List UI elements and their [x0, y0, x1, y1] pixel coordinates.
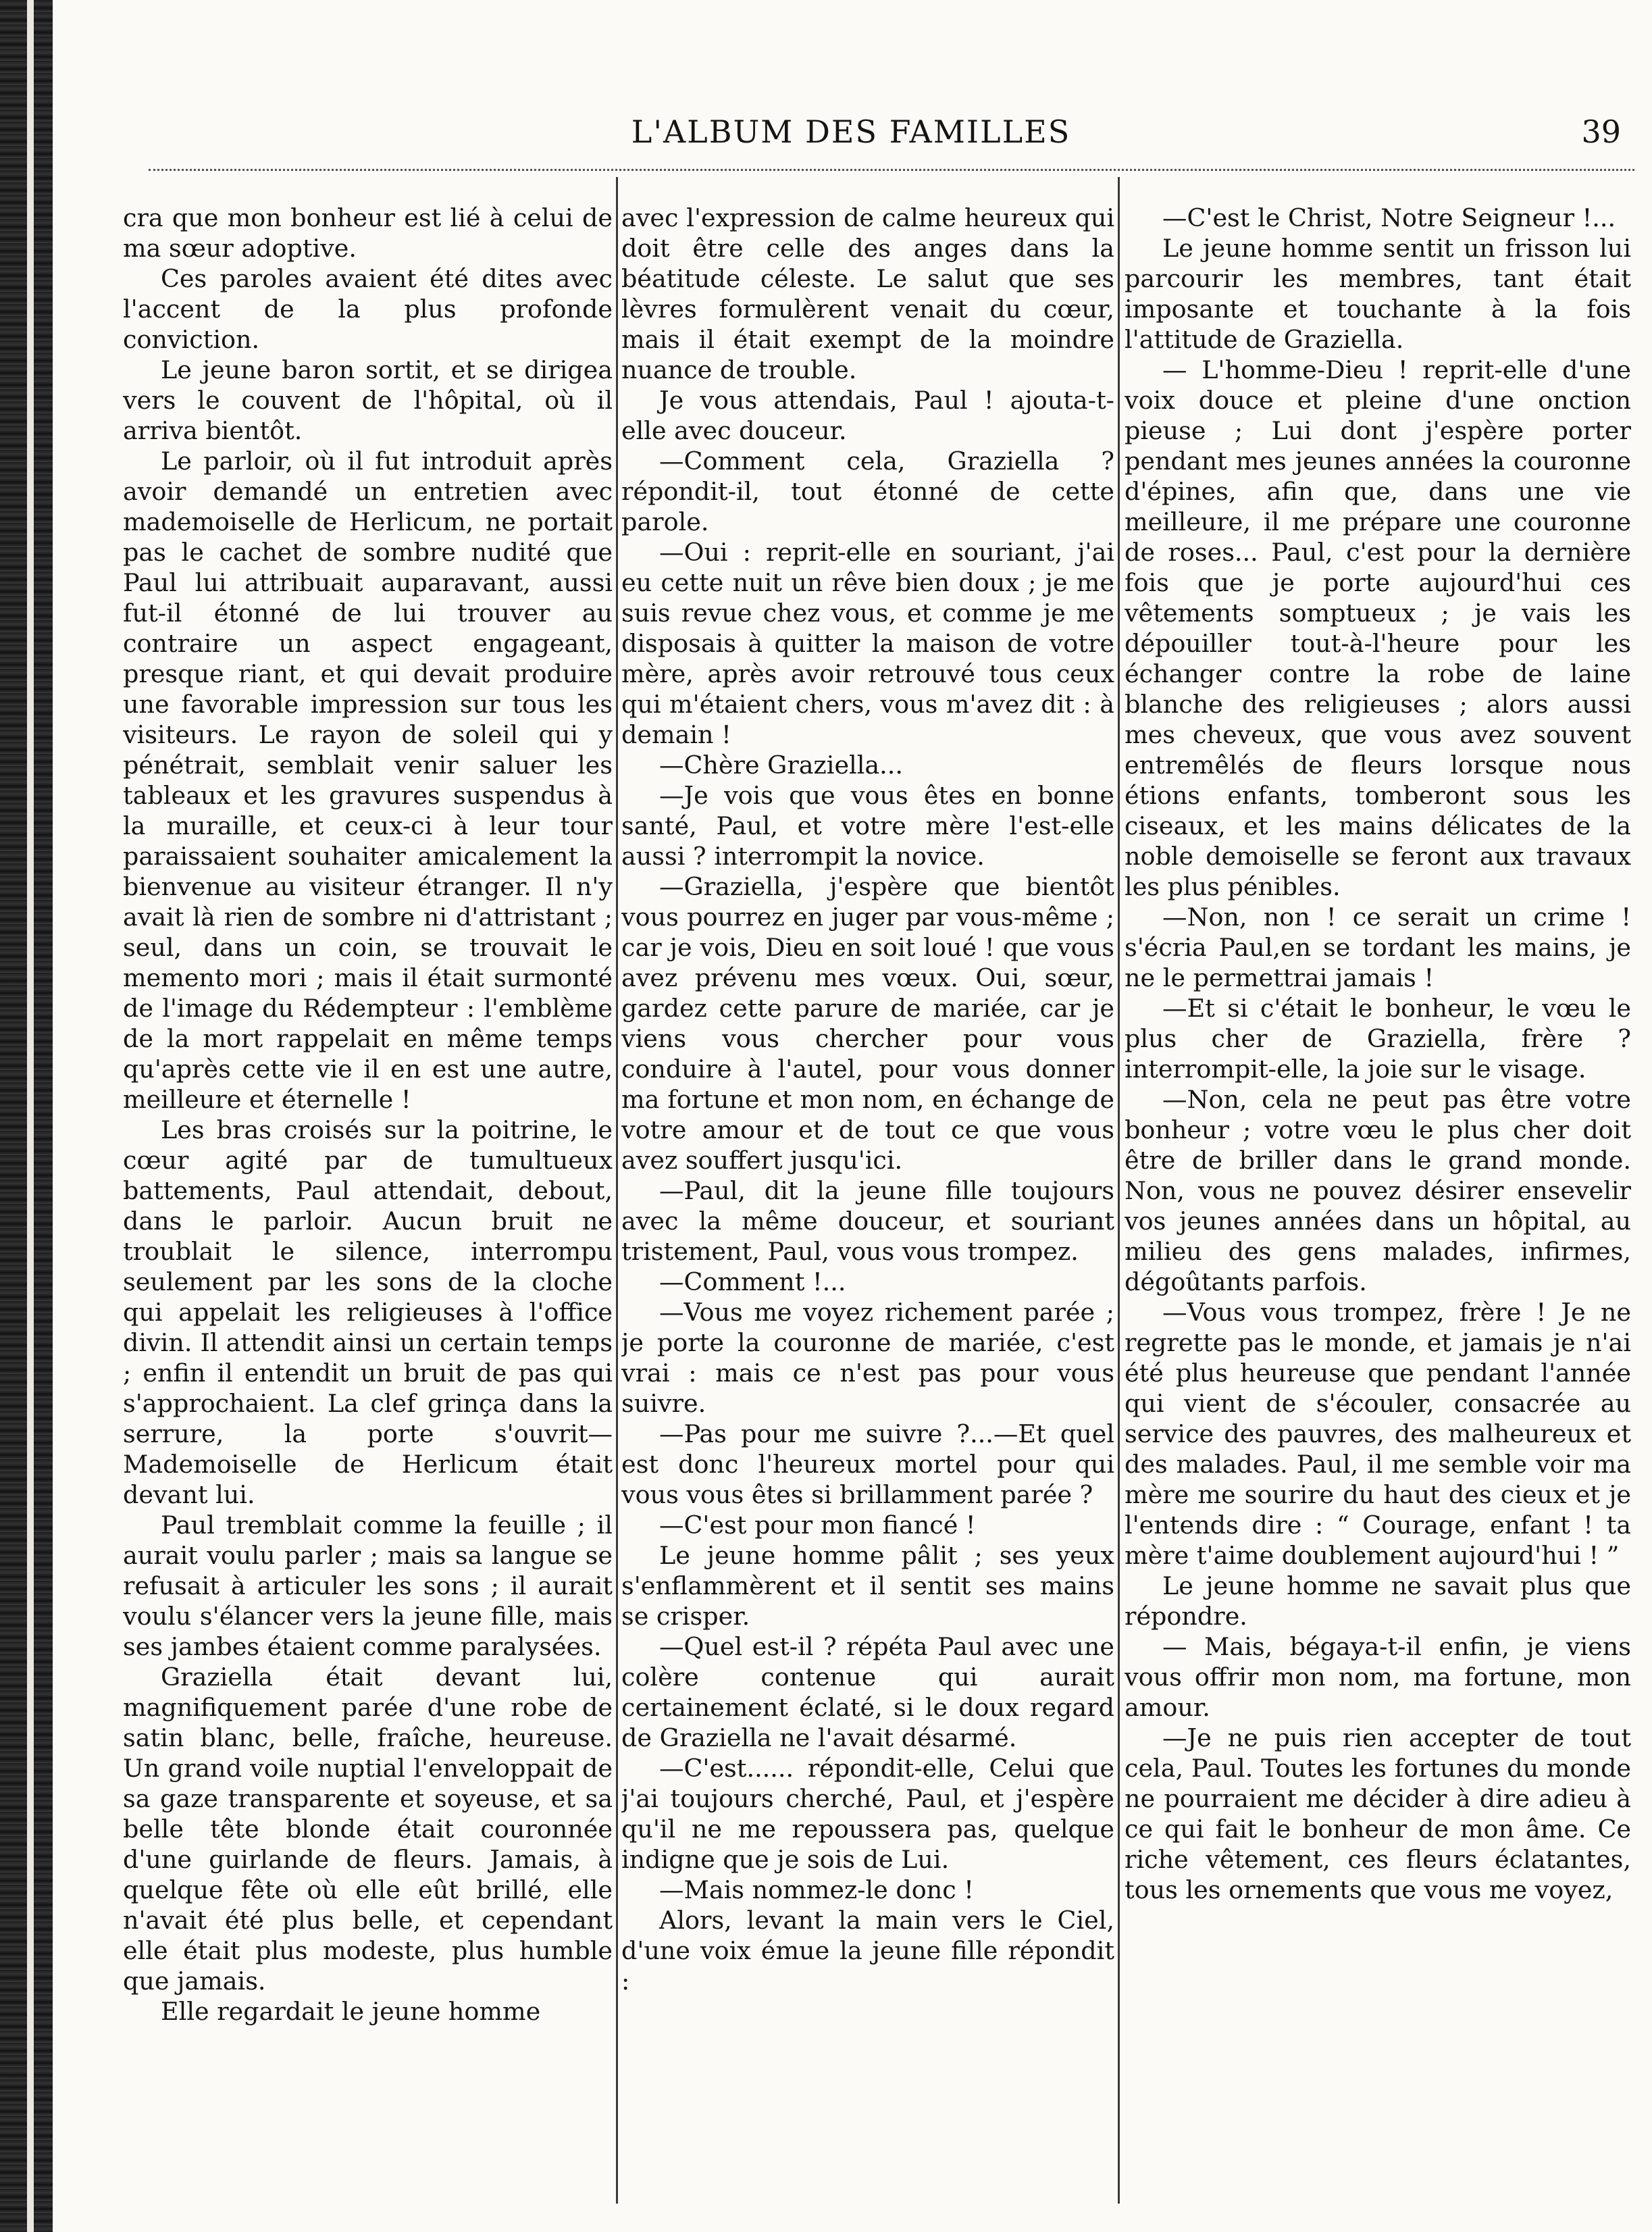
paragraph: —Graziella, j'espère que bientôt vous pourrez en juger par vous-même ; car je vois, Dieu en soit loué ! que vous avez prévenu mes vœux. Oui, sœur, gardez cette parure de mariée, car je viens vous chercher pour vous conduire à l'autel, pour vous donner ma fortune et mon nom, en échange de votre amour et de tout ce que vous avez souffert jusqu'ici. [621, 872, 1114, 1175]
paragraph: Graziella était devant lui, magnifiquement parée d'une robe de satin blanc, belle, fraîche, heureuse. Un grand voile nuptial l'enveloppait de sa gaze transparente et soyeuse, et sa belle tête blonde était couronnée d'une guirlande de fleurs. Jamais, à quelque fête où elle eût brillé, elle n'avait été plus belle, et cependant elle était plus modeste, plus humble que jamais. [123, 1663, 613, 1996]
text-column-3 [1125, 203, 1631, 2216]
text-column-1 [123, 203, 613, 2216]
paragraph: —C'est le Christ, Notre Seigneur !... [1162, 203, 1616, 232]
paragraph: cra que mon bonheur est lié à celui de ma sœur adoptive. [123, 203, 613, 263]
paragraph: Le jeune homme sentit un frisson lui parcourir les membres, tant était imposante et touchante à la fois l'attitude de Graziella. [1125, 234, 1631, 354]
text-column-2 [621, 203, 1114, 2216]
paragraph: —Oui : reprit-elle en souriant, j'ai eu cette nuit un rêve bien doux ; je me suis revue chez vous, et comme je me disposais à quitter la maison de votre mère, après avoir retrouvé tous ceux qui m'étaient chers, vous m'avez dit : à demain ! [621, 538, 1114, 749]
paragraph: —Vous vous trompez, frère ! Je ne regrette pas le monde, et jamais je n'ai été plus heureuse que pendant l'année qui vient de s'écouler, consacrée au service des pauvres, des malheureux et des malades. Paul, il me semble voir ma mère me sourire du haut des cieux et je l'entends dire : “ Courage, enfant ! ta mère t'aime doublement aujourd'hui ! ” [1125, 1298, 1631, 1570]
paragraph: —Et si c'était le bonheur, le vœu le plus cher de Graziella, frère ? interrompit-elle, la joie sur le visage. [1125, 994, 1631, 1084]
paragraph: —Chère Graziella... [659, 751, 903, 780]
paragraph: Le parloir, où il fut introduit après avoir demandé un entretien avec mademoiselle de Herlicum, ne portait pas le cachet de sombre nudité que Paul lui attribuait auparavant, aussi fut-il étonné de lui trouver au contraire un aspect engageant, presque riant, et qui devait produire une favorable impression sur tous les visiteurs. Le rayon de soleil qui y pénétrait, semblait venir saluer les tableaux et les gravures suspendus à la muraille, et ceux-ci à leur tour paraissaient souhaiter amicalement la bienvenue au visiteur étranger. Il n'y avait là rien de sombre ni d'attristant ; seul, dans un coin, se trouvait le memento mori ; mais il était surmonté de l'image du Rédempteur : l'emblème de la mort rappelait en même temps qu'après cette vie il en est une autre, meilleure et éternelle ! [123, 447, 613, 1114]
paragraph: —Mais nommez-le donc ! [659, 1875, 974, 1904]
paragraph: —Quel est-il ? répéta Paul avec une colère contenue qui aurait certainement éclaté, si le doux regard de Graziella ne l'avait désarmé. [621, 1632, 1114, 1752]
paragraph: Elle regardait le jeune homme [161, 1997, 541, 2026]
paragraph: avec l'expression de calme heureux qui doit être celle des anges dans la béatitude céleste. Le salut que ses lèvres formulèrent venait du cœur, mais il était exempt de la moindre nuance de trouble. [621, 203, 1114, 384]
page-number: 39 [1581, 113, 1621, 150]
paragraph: Le jeune homme ne savait plus que répondre. [1125, 1571, 1631, 1631]
paragraph: — L'homme-Dieu ! reprit-elle d'une voix douce et pleine d'une onction pieuse ; Lui dont j'espère porter pendant mes jeunes années la couronne d'épines, afin que, dans une vie meilleure, il me prépare une couronne de roses... Paul, c'est pour la dernière fois que je porte aujourd'hui ces vêtements somptueux ; je vais les dépouiller tout-à-l'heure pour les échanger contre la robe de laine blanche des religieuses ; alors aussi mes cheveux, que vous avez souvent entremêlés de fleurs lorsque nous étions enfants, tomberont sous les ciseaux, et les mains délicates de la noble demoiselle se feront aux travaux les plus pénibles. [1125, 355, 1631, 901]
paragraph: Le jeune baron sortit, et se dirigea vers le couvent de l'hôpital, où il arriva bientôt. [123, 355, 613, 445]
binding-gap [27, 0, 34, 2232]
paragraph: —Vous me voyez richement parée ; je porte la couronne de mariée, c'est vrai : mais ce n'est pas pour vous suivre. [621, 1298, 1114, 1418]
paragraph: Je vous attendais, Paul ! ajouta-t-elle avec douceur. [621, 386, 1114, 445]
paragraph: —Paul, dit la jeune fille toujours avec la même douceur, et souriant tristement, Paul, vous vous trompez. [621, 1176, 1114, 1266]
paragraph: —Non, non ! ce serait un crime ! s'écria Paul,en se tordant les mains, je ne le permettrai jamais ! [1125, 903, 1631, 992]
paragraph: —Je ne puis rien accepter de tout cela, Paul. Toutes les fortunes du monde ne pourraient me décider à dire adieu à ce qui fait le bonheur de mon âme. Ce riche vêtement, ces fleurs éclatantes, tous les ornements que vous me voyez, [1125, 1723, 1631, 1904]
paragraph: —Pas pour me suivre ?...—Et quel est donc l'heureux mortel pour qui vous vous êtes si brillamment parée ? [621, 1419, 1114, 1509]
paragraph: Le jeune homme pâlit ; ses yeux s'enflammèrent et il sentit ses mains se crisper. [621, 1541, 1114, 1631]
paragraph: —C'est...... répondit-elle, Celui que j'ai toujours cherché, Paul, et j'espère qu'il ne me repoussera pas, quelque indigne que je sois de Lui. [621, 1754, 1114, 1874]
paragraph: Les bras croisés sur la poitrine, le cœur agité par de tumultueux battements, Paul attendait, debout, dans le parloir. Aucun bruit ne troublait le silence, interrompu seulement par les sons de la cloche qui appelait les religieuses à l'office divin. Il attendit ainsi un certain temps ; enfin il entendit un bruit de pas qui s'approchaient. La clef grinça dans la serrure, la porte s'ouvrit—Mademoiselle de Herlicum était devant lui. [123, 1115, 613, 1509]
binding-edge [0, 0, 53, 2232]
paragraph: —Je vois que vous êtes en bonne santé, Paul, et votre mère l'est-elle aussi ? interrompit la novice. [621, 781, 1114, 871]
running-title: L'ALBUM DES FAMILLES [631, 113, 1071, 150]
paragraph: —Comment cela, Graziella ? répondit-il, tout étonné de cette parole. [621, 447, 1114, 536]
paragraph: —C'est pour mon fiancé ! [659, 1511, 976, 1540]
paragraph: Alors, levant la main vers le Ciel, d'une voix émue la jeune fille répondit : [621, 1906, 1114, 1996]
page-header [68, 113, 1634, 161]
paragraph: Paul tremblait comme la feuille ; il aurait voulu parler ; mais sa langue se refusait à articuler les sons ; il aurait voulu s'élancer vers la jeune fille, mais ses jambes étaient comme paralysées. [123, 1511, 613, 1661]
paragraph: Ces paroles avaient été dites avec l'accent de la plus profonde conviction. [123, 264, 613, 354]
paragraph: — Mais, bégaya-t-il enfin, je viens vous offrir mon nom, ma fortune, mon amour. [1125, 1632, 1631, 1722]
paragraph: —Non, cela ne peut pas être votre bonheur ; votre vœu le plus cher doit être de briller dans le grand monde. Non, vous ne pouvez désirer ensevelir vos jeunes années dans un hôpital, au milieu des gens malades, infirmes, dégoûtants parfois. [1125, 1085, 1631, 1296]
paragraph: —Comment !... [659, 1267, 846, 1296]
column-divider [1118, 177, 1120, 2204]
column-divider [616, 177, 618, 2204]
header-rule [149, 169, 1634, 171]
